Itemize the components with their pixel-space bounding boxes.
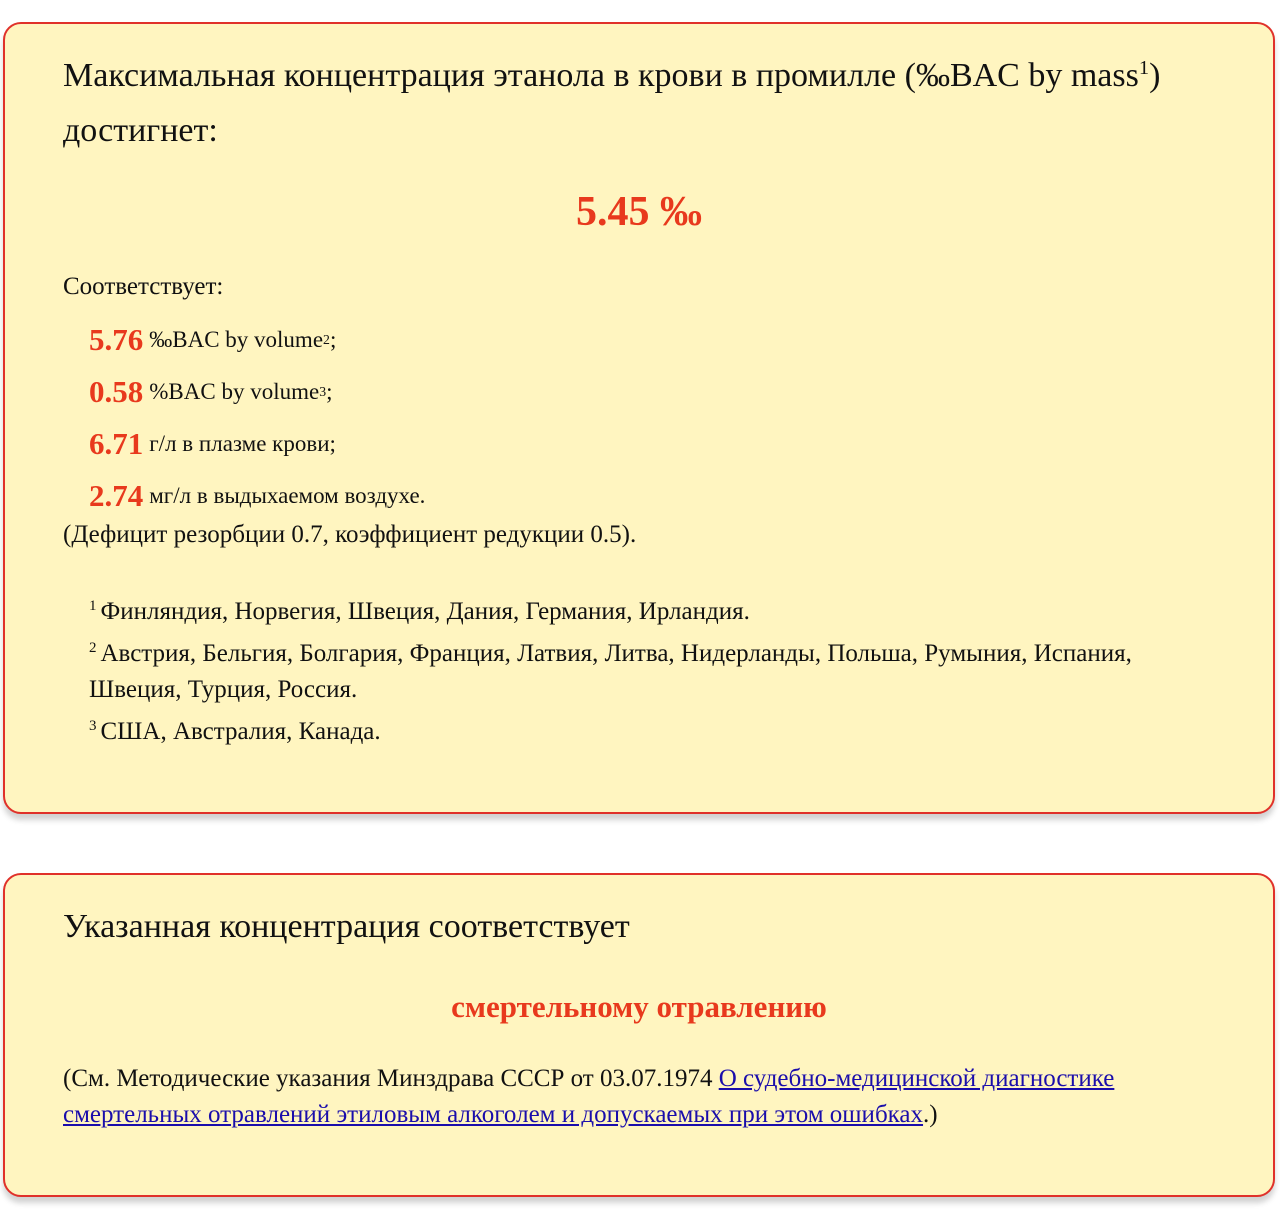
footnote-number: 1 xyxy=(89,598,97,614)
equivalent-unit: ‰BAC by volume xyxy=(149,327,324,352)
guidelines-link[interactable]: О судебно-медицинской диагностике смертельных отравлений этиловым алкоголем и допускаемых при этом ошибках xyxy=(63,1065,1115,1128)
footnote-ref-1: 1 xyxy=(1138,56,1150,79)
equivalent-row xyxy=(89,418,425,470)
equivalent-value: 5.76 xyxy=(89,322,144,357)
footnote-text: Финляндия, Норвегия, Швеция, Дания, Германия, Ирландия. xyxy=(100,598,750,625)
equivalent-value: 6.71 xyxy=(89,426,144,461)
bac-result-card xyxy=(3,22,1275,814)
footnote-number: 2 xyxy=(89,640,97,656)
result-heading xyxy=(63,48,1213,158)
footnotes xyxy=(89,594,1209,756)
corresponds-label: Соответствует: xyxy=(63,273,224,300)
equivalent-value: 0.58 xyxy=(89,374,144,409)
params-note: (Дефицит резорбции 0.7, коэффициент редукции 0.5). xyxy=(63,521,637,548)
max-bac-value: 5.45 ‰ xyxy=(576,189,702,235)
footnote-text: Австрия, Бельгия, Болгария, Франция, Латвия, Литва, Нидерланды, Польша, Румыния, Испания, Швеция, Турция, Россия. xyxy=(89,640,1132,703)
footnote-1 xyxy=(89,594,1209,630)
reference-suffix: .) xyxy=(923,1101,938,1128)
reference-prefix: (См. Методические указания Минздрава СССР от 03.07.1974 xyxy=(63,1065,719,1092)
equivalent-suffix: ; xyxy=(326,379,333,404)
footnote-2 xyxy=(89,636,1209,708)
equivalent-suffix: ; xyxy=(329,327,337,352)
footnote-3 xyxy=(89,714,1209,750)
equivalent-row xyxy=(89,470,425,522)
verdict-card xyxy=(3,873,1275,1197)
equivalent-unit: мг/л в выдыхаемом воздухе. xyxy=(149,483,426,508)
footnote-text: США, Австралия, Канада. xyxy=(100,718,381,745)
reference-note xyxy=(63,1061,1223,1133)
verdict-value: смертельному отравлению xyxy=(451,989,827,1024)
equivalent-unit: %BAC by volume xyxy=(149,379,320,404)
equivalent-value: 2.74 xyxy=(89,478,144,513)
equivalents-list xyxy=(89,314,425,522)
equivalent-row: 5.76 ‰BAC by volume 2 ; xyxy=(89,322,337,357)
result-heading-tail: ) достигнет: xyxy=(63,57,1161,149)
footnote-number: 3 xyxy=(89,718,97,734)
equivalent-unit: г/л в плазме крови; xyxy=(149,431,336,456)
equivalent-row: 0.58 %BAC by volume 3 ; xyxy=(89,374,333,409)
result-heading-text: Максимальная концентрация этанола в крови в промилле (‰BAC by mass xyxy=(63,57,1139,94)
verdict-heading: Указанная концентрация соответствует xyxy=(63,908,630,945)
